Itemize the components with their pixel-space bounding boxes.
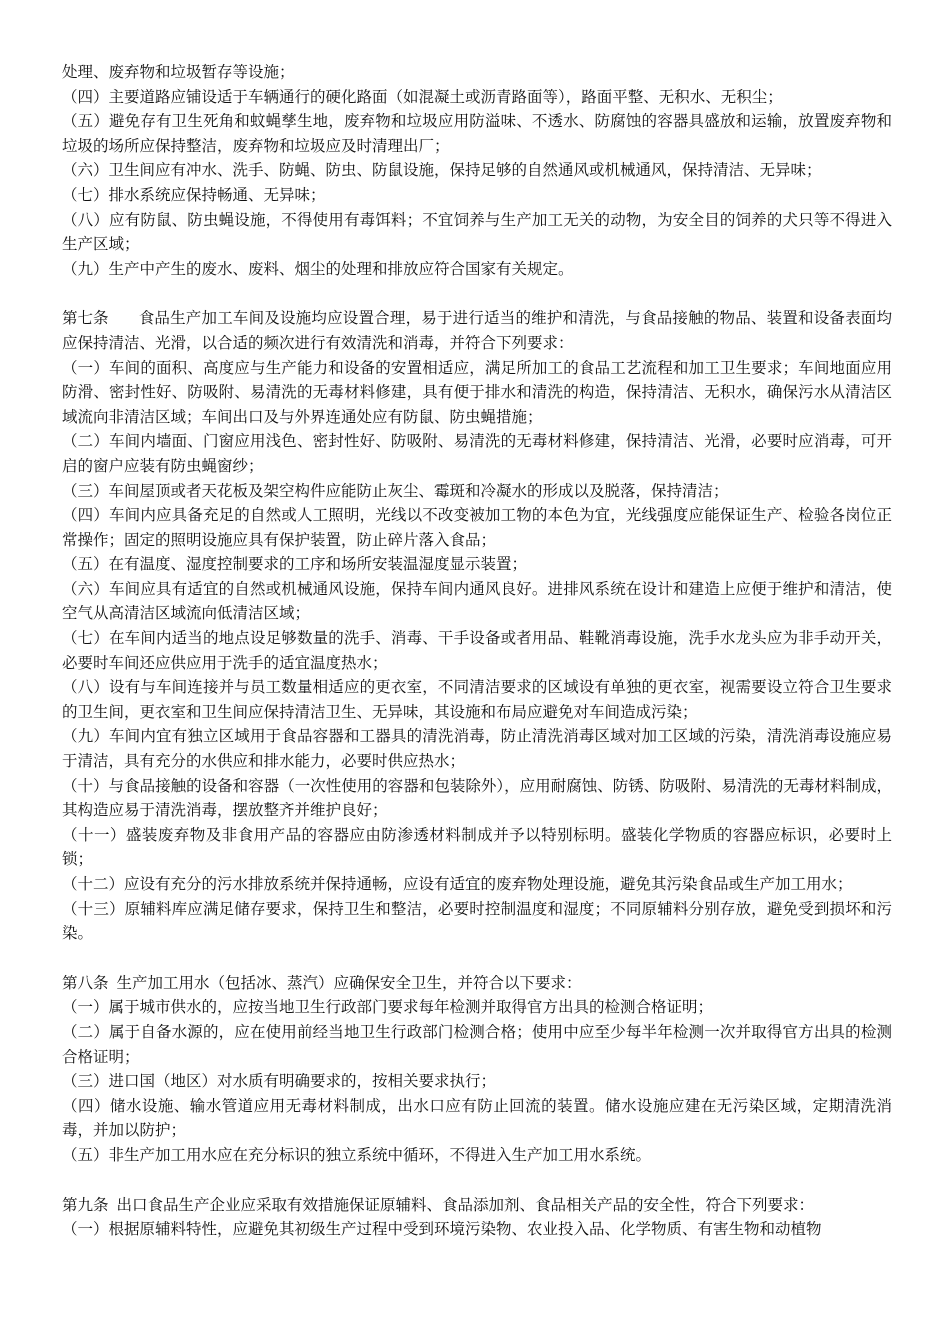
list-item: （四）车间内应具备充足的自然或人工照明，光线以不改变被加工物的本色为宜，光线强度应能保证生产、检验各岗位正常操作；固定的照明设施应具有保护装置，防止碎片落入食品； xyxy=(62,506,892,549)
list-item: （一）车间的面积、高度应与生产能力和设备的安置相适应，满足所加工的食品工艺流程和加工卫生要求；车间地面应用防滑、密封性好、防吸附、易清洗的无毒材料修建，具有便于排水和清洗的构造，保持清洁、无积水，确保污水从清洁区域流向非清洁区域；车间出口及与外界连通处应有防鼠、防虫蝇措施； xyxy=(62,358,892,426)
paragraph-gap xyxy=(62,1168,892,1193)
list-item: （五）非生产加工用水应在充分标识的独立系统中循环，不得进入生产加工用水系统。 xyxy=(62,1145,652,1164)
article-text: 食品生产加工车间及设施均应设置合理，易于进行适当的维护和清洗，与食品接触的物品、装置和设备表面均应保持清洁、光滑，以合适的频次进行有效清洗和消毒，并符合下列要求： xyxy=(62,309,892,352)
list-item: （四）储水设施、输水管道应用无毒材料制成，出水口应有防止回流的装置。储水设施应建在无污染区域，定期清洗消毒，并加以防护； xyxy=(62,1096,892,1140)
list-item: （八）设有与车间连接并与员工数量相适应的更衣室，不同清洁要求的区域设有单独的更衣室，视需要设立符合卫生要求的卫生间，更衣室和卫生间应保持清洁卫生、无异味，其设施和布局应避免对车间造成污染； xyxy=(62,678,892,721)
list-item: （十三）原辅料库应满足储存要求，保持卫生和整洁，必要时控制温度和湿度；不同原辅料分别存放，避免受到损坏和污染。 xyxy=(62,899,892,943)
list-item: （六）卫生间应有冲水、洗手、防蝇、防虫、防鼠设施，保持足够的自然通风或机械通风，保持清洁、无异味； xyxy=(62,161,822,180)
list-item: （一）属于城市供水的，应按当地卫生行政部门要求每年检测并取得官方出具的检测合格证明； xyxy=(62,998,714,1017)
article-heading xyxy=(62,306,892,355)
document-page xyxy=(62,60,892,1242)
list-item: （九）车间内宜有独立区域用于食品容器和工器具的清洗消毒，防止清洗消毒区域对加工区域的污染，清洗消毒设施应易于清洁，具有充分的水供应和排水能力，必要时供应热水； xyxy=(62,727,892,771)
list-item: （九）生产中产生的废水、废料、烟尘的处理和排放应符合国家有关规定。 xyxy=(62,259,574,278)
article-8 xyxy=(62,971,892,1168)
paragraph-gap xyxy=(62,281,892,306)
list-item: （三）进口国（地区）对水质有明确要求的，按相关要求执行； xyxy=(62,1072,497,1091)
list-item: （四）主要道路应铺设适于车辆通行的硬化路面（如混凝土或沥青路面等），路面平整、无积水、无积尘； xyxy=(62,87,783,106)
list-item: （十）与食品接触的设备和容器（一次性使用的容器和包装除外），应用耐腐蚀、防锈、防吸附、易清洗的无毒材料制成，其构造应易于清洗消毒，摆放整齐并维护良好； xyxy=(62,776,892,820)
list-item: （二）属于自备水源的，应在使用前经当地卫生行政部门检测合格；使用中应至少每半年检测一次并取得官方出具的检测合格证明； xyxy=(62,1022,892,1066)
list-item: （六）车间应具有适宜的自然或机械通风设施，保持车间内通风良好。进排风系统在设计和建造上应便于维护和清洁，使空气从高清洁区域流向低清洁区域； xyxy=(62,579,892,623)
list-item: 处理、废弃物和垃圾暂存等设施； xyxy=(62,63,295,81)
list-item: （二）车间内墙面、门窗应用浅色、密封性好、防吸附、易清洗的无毒材料修建，保持清洁、光滑，必要时应消毒，可开启的窗户应装有防虫蝇窗纱； xyxy=(62,432,892,475)
list-item: （五）避免存有卫生死角和蚊蝇孳生地，废弃物和垃圾应用防溢味、不透水、防腐蚀的容器具盛放和运输，放置废弃物和垃圾的场所应保持整洁，废弃物和垃圾应及时清理出厂； xyxy=(62,112,892,155)
article-number: 第七条 xyxy=(62,309,109,328)
article-number: 第八条 xyxy=(62,973,109,992)
article-7 xyxy=(62,306,892,945)
article-heading xyxy=(62,1193,892,1218)
section-0 xyxy=(62,60,892,281)
list-item: （五）在有温度、湿度控制要求的工序和场所安装温湿度显示装置； xyxy=(62,555,528,574)
paragraph-gap xyxy=(62,946,892,971)
list-item: （七）在车间内适当的地点设足够数量的洗手、消毒、干手设备或者用品、鞋靴消毒设施，洗手水龙头应为非手动开关，必要时车间还应供应用于洗手的适宜温度热水； xyxy=(62,629,892,672)
article-heading xyxy=(62,971,892,996)
article-9 xyxy=(62,1193,892,1242)
list-item: （十一）盛装废弃物及非食用产品的容器应由防渗透材料制成并予以特别标明。盛装化学物质的容器应标识，必要时上锁； xyxy=(62,825,892,869)
list-item: （七）排水系统应保持畅通、无异味； xyxy=(62,185,326,204)
list-item: （八）应有防鼠、防虫蝇设施，不得使用有毒饵料；不宜饲养与生产加工无关的动物，为安全目的饲养的犬只等不得进入生产区域； xyxy=(62,210,892,254)
list-item: （十二）应设有充分的污水排放系统并保持通畅，应设有适宜的废弃物处理设施，避免其污染食品或生产加工用水； xyxy=(62,875,853,893)
article-text: 生产加工用水（包括冰、蒸汽）应确保安全卫生，并符合以下要求： xyxy=(116,973,582,992)
list-item: （三）车间屋顶或者天花板及架空构件应能防止灰尘、霉斑和冷凝水的形成以及脱落，保持清洁； xyxy=(62,481,729,500)
list-item: （一）根据原辅料特性，应避免其初级生产过程中受到环境污染物、农业投入品、化学物质、有害生物和动植物 xyxy=(62,1220,822,1239)
article-text: 出口食品生产企业应采取有效措施保证原辅料、食品添加剂、食品相关产品的安全性，符合下列要求： xyxy=(116,1195,815,1214)
article-number: 第九条 xyxy=(62,1195,109,1214)
